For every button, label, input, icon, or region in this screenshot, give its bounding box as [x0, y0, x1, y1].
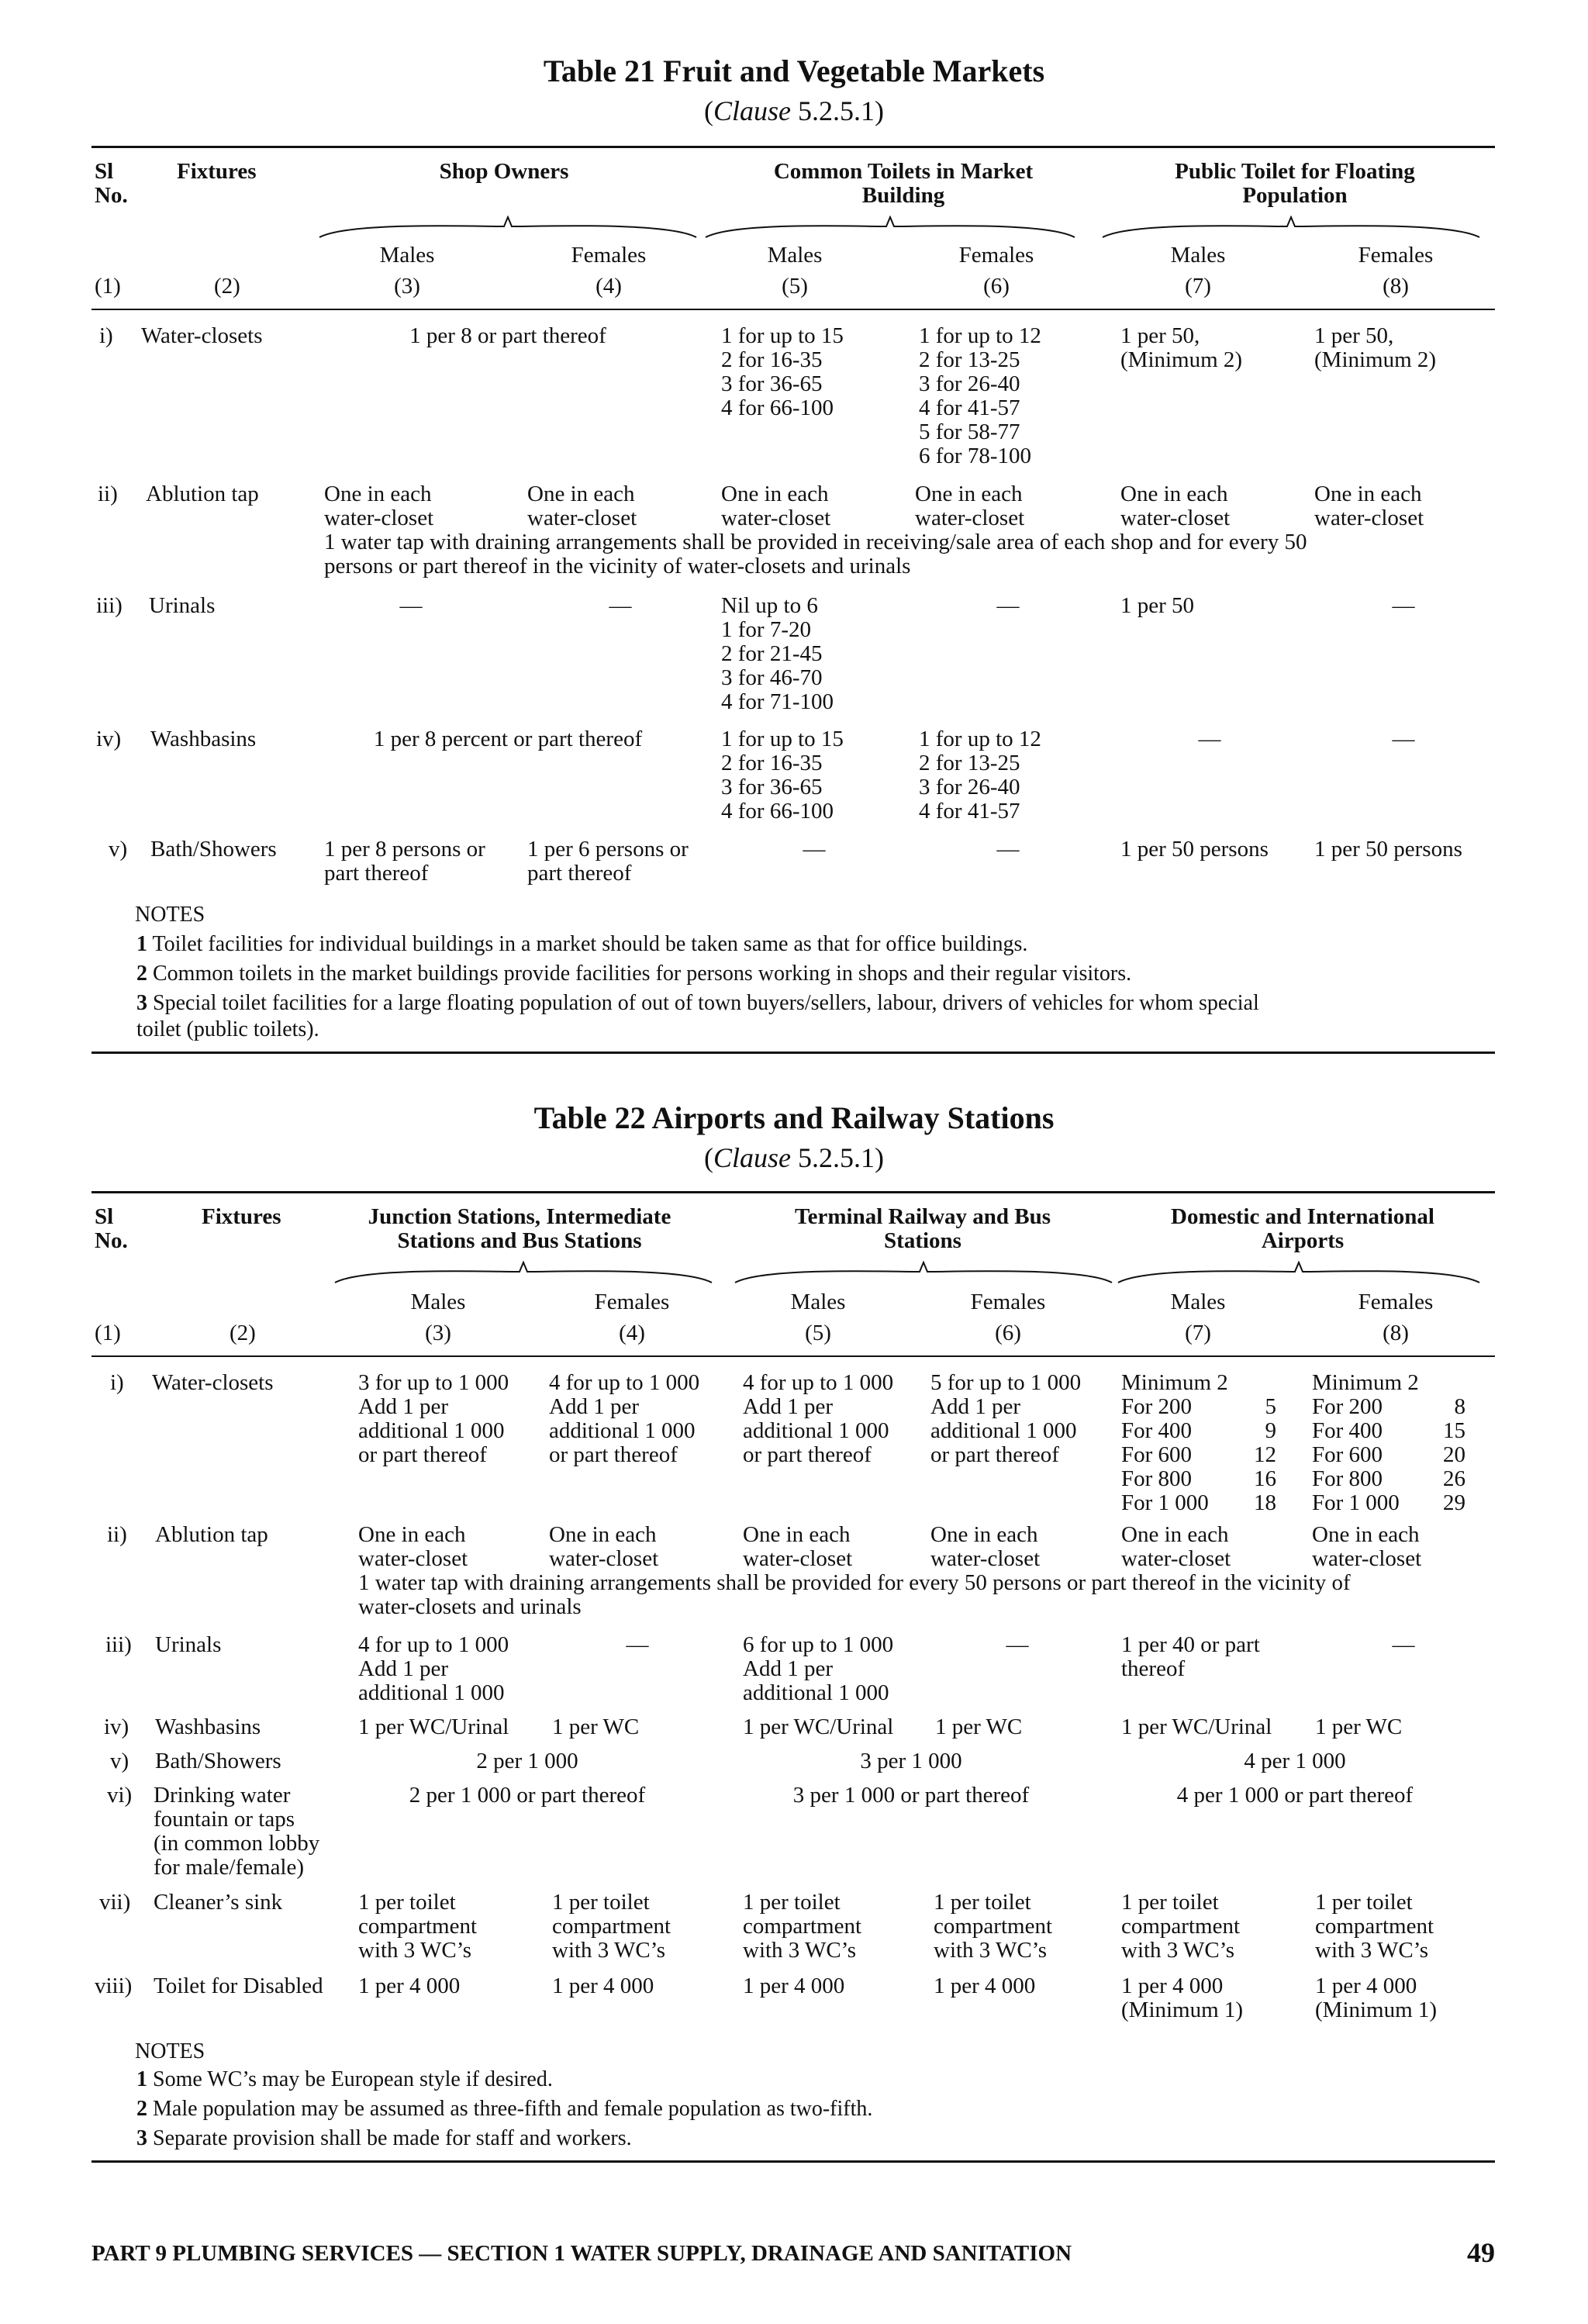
t22-r8-col8: 1 per 4 000 (Minimum 1)	[1315, 1974, 1438, 2022]
t21-header-shop-owners: Shop Owners	[439, 159, 569, 184]
t22-colnum-4: (4)	[619, 1321, 645, 1345]
t22-r1-no: i)	[110, 1370, 124, 1395]
t21-header-males-7: Males	[1170, 243, 1226, 268]
table-21-bottom-rule	[91, 1051, 1495, 1054]
t21-r3-col8: —	[1392, 593, 1415, 618]
t22-r7-col3: 1 per toilet compartment with 3 WC’s	[358, 1890, 478, 1963]
t22-r7-col8: 1 per toilet compartment with 3 WC’s	[1315, 1890, 1434, 1963]
t21-r2-col5: One in each water-closet	[721, 482, 831, 530]
table-22-title: Table 22 Airports and Railway Stations	[533, 1100, 1055, 1135]
t22-r1-col8-value: 8 15 20 26 29	[1443, 1394, 1465, 1515]
t22-r1-col3: 3 for up to 1 000 Add 1 per additional 1 000 or part thereof	[358, 1370, 509, 1467]
t21-colnum-8: (8)	[1383, 274, 1409, 299]
t22-colnum-8: (8)	[1383, 1321, 1409, 1345]
t22-r7-no: vii)	[99, 1890, 131, 1915]
t21-note-2: 2 Common toilets in the market buildings provide facilities for persons working in shops and their regular visitors.	[136, 962, 1132, 986]
t21-r5-col5: —	[803, 837, 826, 862]
t22-r2-col8: One in each water-closet	[1312, 1522, 1422, 1571]
t22-note-2: 2 Male population may be assumed as three-fifth and female population as two-fifth.	[136, 2097, 873, 2121]
t21-r5-col8: 1 per 50 persons	[1314, 837, 1462, 862]
t21-r5-col3: 1 per 8 persons or part thereof	[324, 837, 485, 886]
t21-header-fixtures: Fixtures	[177, 159, 257, 184]
t22-r8-col7: 1 per 4 000 (Minimum 1)	[1121, 1974, 1244, 2022]
t22-note-3: 3 Separate provision shall be made for staff and workers.	[136, 2126, 632, 2150]
t22-colnum-7: (7)	[1185, 1321, 1211, 1345]
t22-r7-col4: 1 per toilet compartment with 3 WC’s	[552, 1890, 671, 1963]
t22-r3-fixture: Urinals	[155, 1632, 222, 1657]
t21-colnum-4: (4)	[596, 274, 622, 299]
t21-r2-col4: One in each water-closet	[527, 482, 637, 530]
t21-header-females-4: Females	[571, 243, 647, 268]
t21-brace-public-toilet	[1101, 216, 1481, 239]
t21-r2-col3: One in each water-closet	[324, 482, 434, 530]
t21-r5-col4: 1 per 6 persons or part thereof	[527, 837, 689, 886]
t21-r5-col6: —	[996, 837, 1020, 862]
t21-r4-fixture: Washbasins	[150, 727, 257, 751]
t21-note-3-cont: toilet (public toilets).	[136, 1017, 319, 1041]
t22-brace-airports	[1117, 1261, 1481, 1284]
t21-r4-col5: 1 for up to 15 2 for 16-35 3 for 36-65 4 for 66-100	[721, 727, 844, 824]
t21-colnum-7: (7)	[1185, 274, 1211, 299]
t22-r6-no: vi)	[107, 1783, 133, 1808]
t21-r4-col8: —	[1392, 727, 1415, 751]
t21-r4-shop-owners: 1 per 8 percent or part thereof	[373, 727, 643, 751]
t22-colnum-3: (3)	[425, 1321, 451, 1345]
t22-header-rule	[91, 1355, 1495, 1357]
table-21-top-rule	[91, 146, 1495, 148]
t21-colnum-3: (3)	[394, 274, 420, 299]
t21-header-females-8: Females	[1358, 243, 1434, 268]
t21-note-3: 3 Special toilet facilities for a large floating population of out of town buyers/sellers, labour, drivers of vehicles for whom special	[136, 991, 1259, 1015]
t22-header-females-4: Females	[594, 1290, 670, 1314]
t22-r3-col6: —	[1006, 1632, 1029, 1657]
t22-header-fixtures: Fixtures	[202, 1204, 281, 1229]
t22-r7-col7: 1 per toilet compartment with 3 WC’s	[1121, 1890, 1241, 1963]
t22-header-males-5: Males	[790, 1290, 846, 1314]
t22-r3-col7: 1 per 40 or part thereof	[1121, 1632, 1260, 1681]
t21-r3-fixture: Urinals	[149, 593, 216, 618]
t22-brace-terminal	[734, 1261, 1113, 1284]
t22-r3-col3: 4 for up to 1 000 Add 1 per additional 1 000	[358, 1632, 509, 1705]
t22-header-airports: Domestic and International Airports	[1171, 1204, 1434, 1253]
t22-r8-col6: 1 per 4 000	[934, 1974, 1036, 1998]
t22-r4-col4: 1 per WC	[552, 1715, 640, 1739]
t21-note-1: 1 Toilet facilities for individual buildings in a market should be taken same as that for office buildings.	[136, 932, 1028, 956]
t21-colnum-1: (1)	[95, 274, 121, 299]
t22-r1-col7-label: Minimum 2 For 200 For 400 For 600 For 800 For 1 000	[1121, 1370, 1228, 1515]
t21-r4-no: iv)	[96, 727, 122, 751]
t22-r1-col6: 5 for up to 1 000 Add 1 per additional 1 000 or part thereof	[930, 1370, 1082, 1467]
t21-r1-col7: 1 per 50, (Minimum 2)	[1120, 323, 1243, 372]
t22-r3-col4: —	[626, 1632, 649, 1657]
t22-r2-note: 1 water tap with draining arrangements shall be provided for every 50 persons or part thereof in the vicinity of water-closets and urinals	[358, 1570, 1351, 1619]
t22-header-females-6: Females	[970, 1290, 1046, 1314]
t21-r5-no: v)	[109, 837, 128, 862]
t21-colnum-6: (6)	[983, 274, 1010, 299]
t22-r6-fixture: Drinking water fountain or taps (in common lobby for male/female)	[154, 1783, 320, 1880]
t22-r4-col6: 1 per WC	[935, 1715, 1023, 1739]
t22-colnum-1: (1)	[95, 1321, 121, 1345]
t22-r1-col8-label: Minimum 2 For 200 For 400 For 600 For 800 For 1 000	[1312, 1370, 1419, 1515]
t22-r2-col4: One in each water-closet	[549, 1522, 659, 1571]
page-number: 49	[1467, 2237, 1495, 2268]
t22-header-terminal: Terminal Railway and Bus Stations	[794, 1204, 1051, 1253]
t21-colnum-5: (5)	[782, 274, 808, 299]
t22-r6-junction: 2 per 1 000 or part thereof	[409, 1783, 646, 1808]
t22-header-sl: Sl No.	[95, 1204, 128, 1253]
t22-r4-col5: 1 per WC/Urinal	[743, 1715, 894, 1739]
t21-colnum-2: (2)	[214, 274, 240, 299]
t21-header-males-3: Males	[379, 243, 435, 268]
t21-r2-note: 1 water tap with draining arrangements shall be provided in receiving/sale area of each shop and for every 50 persons or part thereof in the vicinity of water-closets and urinals	[324, 530, 1307, 578]
t21-r2-col8: One in each water-closet	[1314, 482, 1424, 530]
t21-r3-no: iii)	[96, 593, 123, 618]
t21-r2-fixture: Ablution tap	[146, 482, 259, 506]
t22-r8-no: viii)	[95, 1974, 133, 1998]
t21-r5-fixture: Bath/Showers	[150, 837, 277, 862]
t22-header-females-8: Females	[1358, 1290, 1434, 1314]
t22-r7-fixture: Cleaner’s sink	[154, 1890, 283, 1915]
t21-header-rule	[91, 309, 1495, 310]
t22-brace-junction	[333, 1261, 713, 1284]
t22-r4-col8: 1 per WC	[1315, 1715, 1403, 1739]
t21-r1-shop-owners: 1 per 8 or part thereof	[409, 323, 606, 348]
t21-brace-common-toilets	[704, 216, 1076, 239]
t22-note-1: 1 Some WC’s may be European style if desired.	[136, 2067, 553, 2091]
t22-r4-no: iv)	[104, 1715, 129, 1739]
t22-r3-no: iii)	[105, 1632, 132, 1657]
table-21-clause: (Clause 5.2.5.1)	[703, 95, 884, 126]
t22-r5-junction: 2 per 1 000	[476, 1749, 578, 1773]
t22-r1-col5: 4 for up to 1 000 Add 1 per additional 1 000 or part thereof	[743, 1370, 894, 1467]
table-22-top-rule	[91, 1191, 1495, 1193]
t22-r2-col7: One in each water-closet	[1121, 1522, 1231, 1571]
t22-r7-col6: 1 per toilet compartment with 3 WC’s	[934, 1890, 1053, 1963]
page-footer-section: PART 9 PLUMBING SERVICES — SECTION 1 WATER SUPPLY, DRAINAGE AND SANITATION	[91, 2241, 1072, 2266]
t22-r3-col5: 6 for up to 1 000 Add 1 per additional 1 000	[743, 1632, 894, 1705]
t21-r3-col6: —	[996, 593, 1020, 618]
t21-r1-no: i)	[99, 323, 113, 348]
t21-r5-col7: 1 per 50 persons	[1120, 837, 1269, 862]
t21-r2-no: ii)	[98, 482, 118, 506]
t22-r1-fixture: Water-closets	[152, 1370, 274, 1395]
t22-r2-fixture: Ablution tap	[155, 1522, 268, 1547]
t22-colnum-2: (2)	[230, 1321, 256, 1345]
t21-brace-shop-owners	[318, 216, 698, 239]
t21-header-public-toilet: Public Toilet for Floating Population	[1175, 159, 1415, 208]
t22-notes-label: NOTES	[135, 2039, 205, 2063]
t22-r2-col3: One in each water-closet	[358, 1522, 468, 1571]
t22-colnum-6: (6)	[995, 1321, 1021, 1345]
t21-r2-col6: One in each water-closet	[915, 482, 1025, 530]
t22-header-males-3: Males	[410, 1290, 466, 1314]
table-22-bottom-rule	[91, 2160, 1495, 2163]
t22-r4-col3: 1 per WC/Urinal	[358, 1715, 509, 1739]
t22-header-junction: Junction Stations, Intermediate Stations and Bus Stations	[368, 1204, 671, 1253]
t21-header-males-5: Males	[767, 243, 823, 268]
t22-r4-fixture: Washbasins	[155, 1715, 261, 1739]
t22-r5-airports: 4 per 1 000	[1244, 1749, 1346, 1773]
t22-r3-col8: —	[1392, 1632, 1415, 1657]
t22-r2-col5: One in each water-closet	[743, 1522, 853, 1571]
t22-r1-col7-value: 5 9 12 16 18	[1254, 1394, 1276, 1515]
t21-r1-fixture: Water-closets	[141, 323, 263, 348]
t22-r1-col4: 4 for up to 1 000 Add 1 per additional 1 000 or part thereof	[549, 1370, 700, 1467]
t22-r7-col5: 1 per toilet compartment with 3 WC’s	[743, 1890, 862, 1963]
t21-header-sl: Sl No.	[95, 159, 128, 208]
t22-r5-no: v)	[110, 1749, 129, 1773]
t21-notes-label: NOTES	[135, 903, 205, 927]
t22-r8-col4: 1 per 4 000	[552, 1974, 654, 1998]
t22-header-males-7: Males	[1170, 1290, 1226, 1314]
t22-r2-no: ii)	[107, 1522, 127, 1547]
t22-r5-terminal: 3 per 1 000	[860, 1749, 962, 1773]
t21-r1-col6: 1 for up to 12 2 for 13-25 3 for 26-40 4 for 41-57 5 for 58-77 6 for 78-100	[919, 323, 1041, 468]
t21-r1-col5: 1 for up to 15 2 for 16-35 3 for 36-65 4 for 66-100	[721, 323, 844, 420]
t21-r3-col4: —	[609, 593, 632, 618]
t21-r4-col7: —	[1198, 727, 1221, 751]
t22-r8-fixture: Toilet for Disabled	[154, 1974, 323, 1998]
t21-r3-col3: —	[399, 593, 423, 618]
t22-r6-airports: 4 per 1 000 or part thereof	[1176, 1783, 1414, 1808]
t21-header-females-6: Females	[958, 243, 1034, 268]
t22-r6-terminal: 3 per 1 000 or part thereof	[792, 1783, 1030, 1808]
t21-r2-col7: One in each water-closet	[1120, 482, 1231, 530]
table-22-clause: (Clause 5.2.5.1)	[703, 1142, 884, 1173]
t21-header-common-toilets: Common Toilets in Market Building	[773, 159, 1034, 208]
t21-r1-col8: 1 per 50, (Minimum 2)	[1314, 323, 1437, 372]
table-21-title: Table 21 Fruit and Vegetable Markets	[543, 54, 1045, 88]
t22-r2-col6: One in each water-closet	[930, 1522, 1041, 1571]
t22-r8-col3: 1 per 4 000	[358, 1974, 461, 1998]
t22-r4-col7: 1 per WC/Urinal	[1121, 1715, 1272, 1739]
t21-r3-col7: 1 per 50	[1120, 593, 1195, 618]
t21-r3-col5: Nil up to 6 1 for 7-20 2 for 21-45 3 for 46-70 4 for 71-100	[721, 593, 834, 714]
t22-colnum-5: (5)	[805, 1321, 831, 1345]
t22-r5-fixture: Bath/Showers	[155, 1749, 281, 1773]
t22-r8-col5: 1 per 4 000	[743, 1974, 845, 1998]
t21-r4-col6: 1 for up to 12 2 for 13-25 3 for 26-40 4 for 41-57	[919, 727, 1041, 824]
